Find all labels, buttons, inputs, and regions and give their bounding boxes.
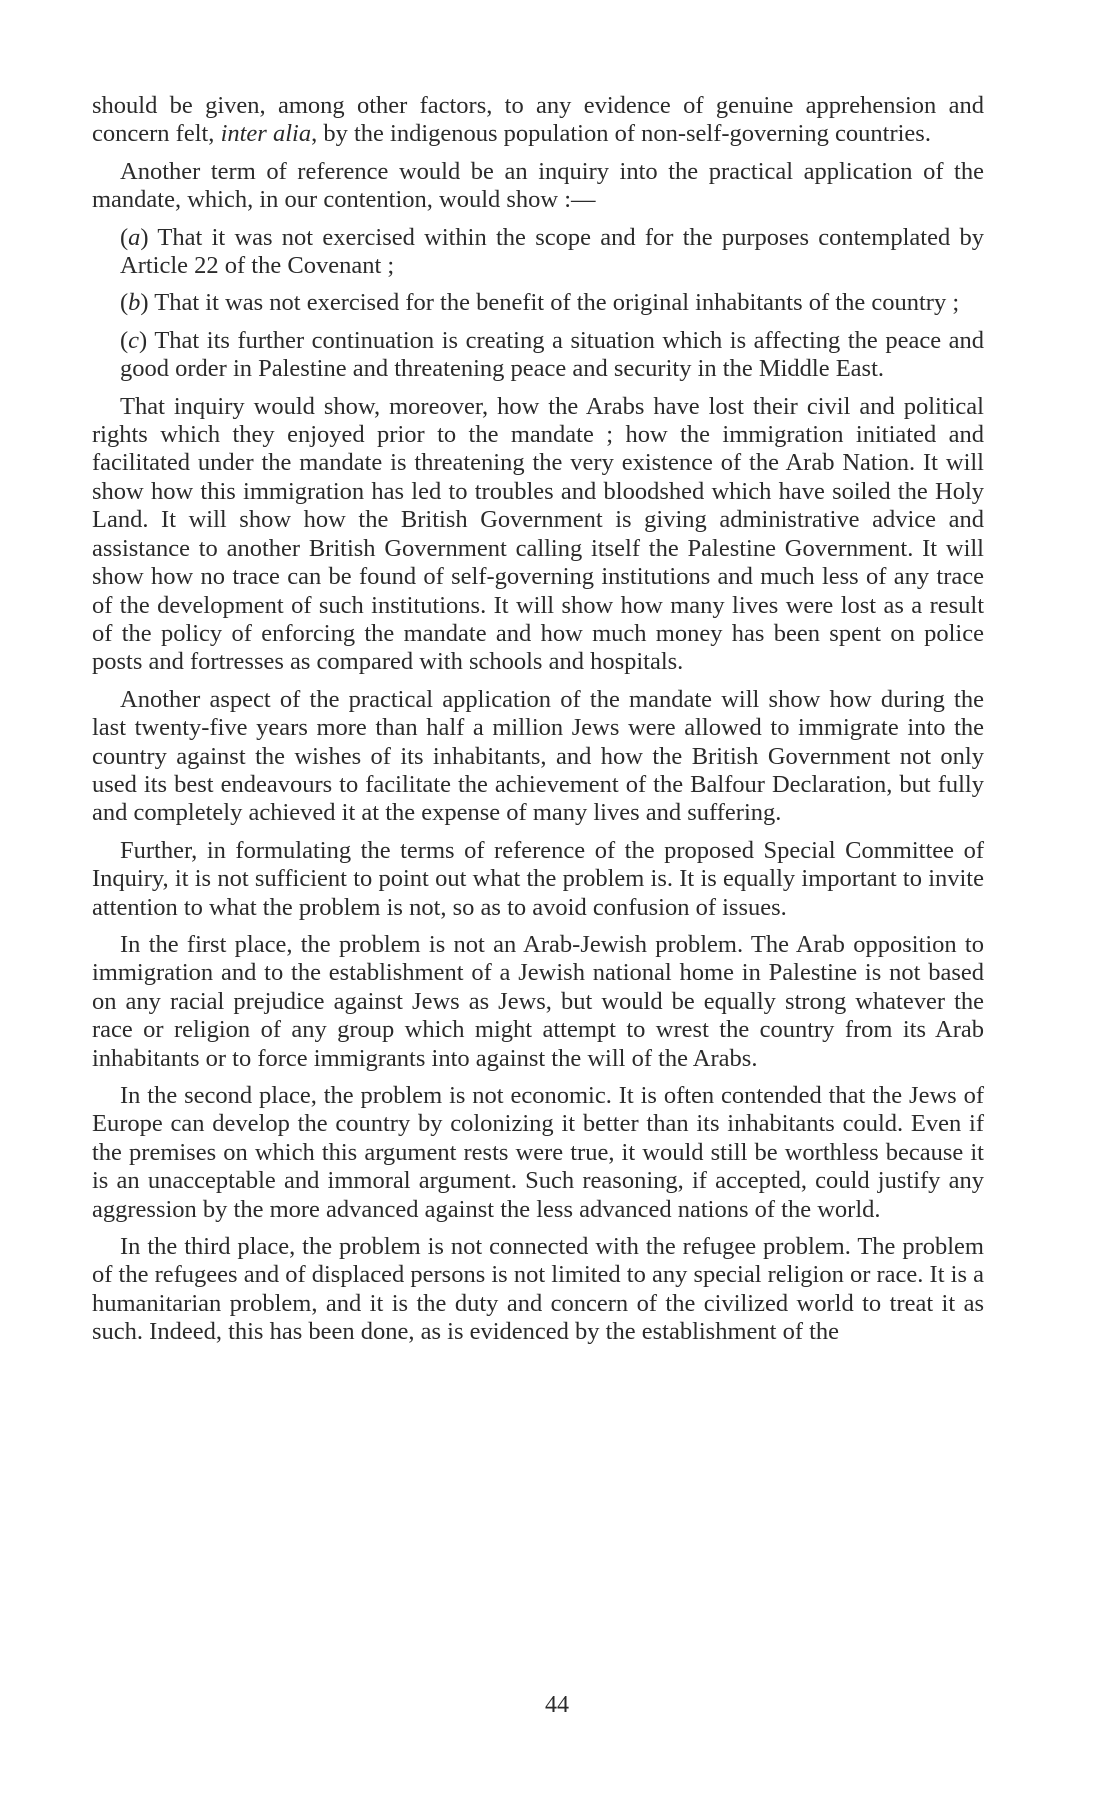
paragraph-first-place: In the first place, the problem is not an Arab-Jewish problem. The Arab opposition to immigration and to the establishment of a Jewish national home in Palestine is not based on any racial prejudice against Jews as Jews, but would be equally strong whatever the race or religion of any group which might attempt to wrest the country from its Arab inhabitants or to force immigrants into against the will of the Arabs. — [92, 930, 984, 1072]
paragraph-inquiry: That inquiry would show, moreover, how the Arabs have lost their civil and political rights which they enjoyed prior to the mandate ; how the immigration initiated and facilitated under the mandate is threatening the very existence of the Arab Nation. It will show how this immigration has led to troubles and bloodshed which have soiled the Holy Land. It will show how the British Government is giving administrative advice and assistance to another British Government calling itself the Palestine Government. It will show how no trace can be found of self-governing institutions and much less of any trace of the development of such institutions. It will show how many lives were lost as a result of the policy of enforcing the mandate and how much money has been spent on police posts and fortresses as compared with schools and hospitals. — [92, 392, 984, 676]
paragraph-continuation — [92, 92, 984, 149]
list-marker: (a) — [120, 223, 149, 251]
list-item-text: That it was not exercised for the benefit of the original inhabitants of the country ; — [148, 289, 960, 317]
paragraph-text: should be given, among other factors, to any evidence of genuine apprehension and concern felt, — [92, 92, 984, 148]
list-item-text: That its further continuation is creating a situation which is affecting the peace and good order in Palestine and threatening peace and security in the Middle East. — [120, 326, 984, 383]
list-item-a — [120, 224, 984, 281]
page-number: 44 — [545, 1692, 569, 1718]
list-marker: (c) — [120, 326, 148, 354]
paragraph-further: Further, in formulating the terms of reference of the proposed Special Committee of Inquiry, it is not sufficient to point out what the problem is. It is equally important to invite attention to what the problem is not, so as to avoid confusion of issues. — [92, 836, 984, 921]
list-item-b — [120, 289, 984, 317]
page-body — [92, 92, 984, 1356]
italic-phrase: inter alia — [220, 120, 312, 148]
list-marker: (b) — [120, 289, 149, 317]
paragraph-text: , by the indigenous population of non-self-governing countries. — [311, 120, 931, 148]
list-item-text: That it was not exercised within the scope and for the purposes contemplated by Article 22 of the Covenant ; — [120, 223, 984, 280]
paragraph-third-place: In the third place, the problem is not connected with the refugee problem. The problem of the refugees and of displaced persons is not limited to any special religion or race. It is a humanitarian problem, and it is the duty and concern of the civilized world to treat it as such. Indeed, this has been done, as is evidenced by the establishment of the — [92, 1233, 984, 1346]
paragraph-another-aspect: Another aspect of the practical application of the mandate will show how during the last twenty-five years more than half a million Jews were allowed to immigrate into the country against the wishes of its inhabitants, and how the British Government not only used its best endeavours to facilitate the achievement of the Balfour Declaration, but fully and completely achieved it at the expense of many lives and suffering. — [92, 685, 984, 827]
paragraph-second-place: In the second place, the problem is not economic. It is often contended that the Jews of Europe can develop the country by colonizing it better than its inhabitants could. Even if the premises on which this argument rests were true, it would still be worthless because it is an unacceptable and immoral argument. Such reasoning, if accepted, could justify any aggression by the more advanced against the less advanced nations of the world. — [92, 1082, 984, 1223]
paragraph-terms-of-reference: Another term of reference would be an inquiry into the practical application of the mandate, which, in our contention, would show :— — [92, 157, 984, 214]
list-item-c — [120, 327, 984, 384]
